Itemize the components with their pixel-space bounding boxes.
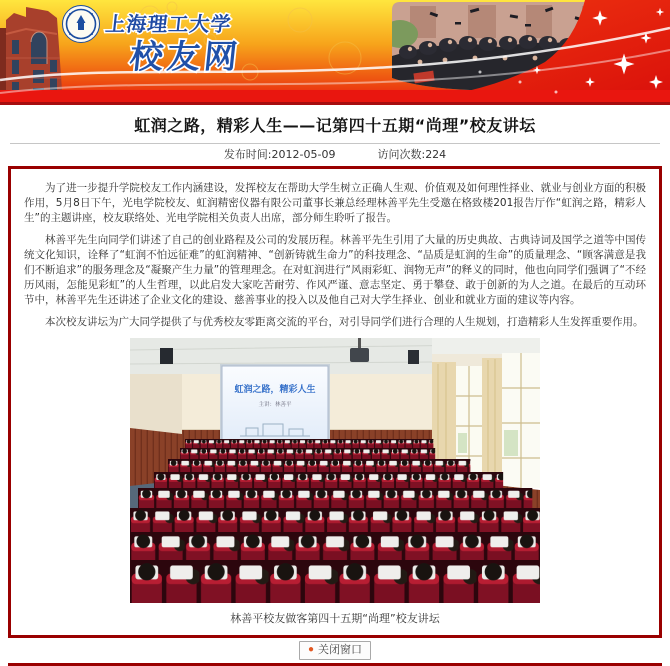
publish-time-label: 发布时间: <box>223 148 272 161</box>
article-paragraph: 林善平先生向同学们讲述了自己的创业路程及公司的发展历程。林善平先生引用了大量的历史典故、古典诗词及国学之道等中国传统文化知识，诠释了“虹润不怕远征难”的虹润精神、“创新铸就生命力”的科技理念、“品质是虹润的生命”的质量理念、“顾客满意是我们不断追求”的服务理念及“凝聚产生力量”的管理理念。在对虹润进行“风雨彩虹、润物无声”的释义的同时，他也向同学们强调了“不经历风雨，怎能见彩虹”的人生哲理，以此启发大家吃苦耐劳、作风严谨、意志坚定、勇于攀登、敢于创新的为人之道。在最后的互动环节中，林善平先生还讲述了企业文化的建设、慈善事业的投入以及他自己对大学生择业、创业和就业方面的建议等内容。 <box>24 234 646 306</box>
visit-count-value: 224 <box>425 148 447 161</box>
university-name: 上海理工大学 <box>104 12 233 36</box>
screen-title: 虹润之路，精彩人生 <box>234 385 316 395</box>
close-dot-icon: ● <box>307 644 315 655</box>
title-divider <box>10 143 660 144</box>
visit-count-label: 访问次数: <box>377 148 426 161</box>
close-window-button[interactable] <box>299 641 371 660</box>
article-meta <box>0 148 670 161</box>
footer-row <box>0 641 670 660</box>
article-paragraph: 为了进一步提升学院校友工作内涵建设，发挥校友在帮助大学生树立正确人生观、价值观及如何理性择业、就业与创业方面的积极作用，5月8日下午，光电学院校友、虹润精密仪器有限公司董事长兼总经理林善平先生受邀在格致楼201报告厅作“虹润之路，精彩人生”的主题讲座，校友联络处、光电学院相关负责人出席，部分师生聆听了报告。 <box>24 182 646 224</box>
site-name: 校友网 <box>128 37 244 76</box>
lecture-photo <box>130 338 540 603</box>
visit-count <box>377 148 446 161</box>
close-button-label: 关闭窗口 <box>318 644 363 656</box>
publish-time-value: 2012-05-09 <box>271 148 336 161</box>
screen-subtitle: 主讲：林善平 <box>258 402 292 408</box>
header-banner <box>0 0 670 105</box>
page-title: 虹润之路，精彩人生——记第四十五期“尚理”校友讲坛 <box>134 116 536 135</box>
article-box <box>8 166 662 638</box>
university-seal-icon <box>63 6 100 43</box>
publish-time <box>224 148 336 161</box>
photo-caption: 林善平校友做客第四十五期“尚理”校友讲坛 <box>230 612 440 625</box>
article-paragraph: 本次校友讲坛为广大同学提供了与优秀校友零距离交流的平台，对引导同学们进行合理的人生规划，打造精彩人生发挥重要作用。 <box>45 316 644 328</box>
